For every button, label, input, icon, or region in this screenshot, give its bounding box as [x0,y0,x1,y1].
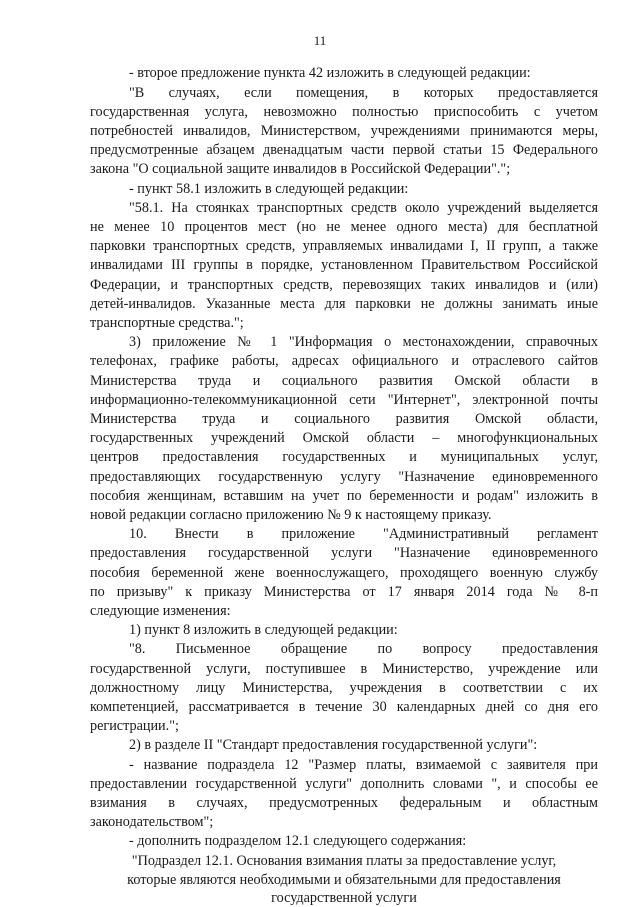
text-line: государственной услуги, поступившее в Министерство, учреждение или [90,661,598,677]
text-line: - пункт 58.1 изложить в следующей редакции: [129,181,409,197]
text-line: предоставляющих государственную услугу "Назначение единовременного [90,469,598,485]
text-line: транспортные средства."; [90,315,244,331]
subsection-heading-line: государственной услуги [271,890,417,906]
text-line: "В случаях, если помещения, в которых предоставляется [129,85,598,101]
text-line: должностному лицу Министерства, учреждения в соответствии с их [90,680,598,696]
text-line: Федерации, и транспортных средств, перевозящих таких инвалидов и (или) [90,277,598,293]
text-line: центров предоставления государственных и муниципальных услуг, [90,449,598,465]
text-line: новой редакции согласно приложению № 9 к настоящему приказу. [90,507,492,523]
text-line: не менее 10 процентов мест (но не менее одного места) для бесплатной [90,219,598,235]
text-line: 2) в разделе II "Стандарт предоставления государственной услуги": [129,737,538,753]
text-line: государственная услуга, невозможно полностью приспособить с учетом [90,104,598,120]
text-line: потребностей инвалидов, Министерством, учреждениями принимаются меры, [90,123,598,139]
text-line: по призыву" к приказу Министерства от 17 января 2014 года № 8-п [90,584,598,600]
text-line: 1) пункт 8 изложить в следующей редакции: [129,622,398,638]
text-line: пособия беременной жене военнослужащего, проходящего военную службу [90,565,598,581]
text-line: парковки транспортных средств, управляемых инвалидами I, II групп, а также [90,238,598,254]
text-line: Министерства труда и социального развития Омской области, [90,411,598,427]
text-line: "58.1. На стоянках транспортных средств около учреждений выделяется [129,200,598,216]
text-line: - название подраздела 12 "Размер платы, взимаемой с заявителя при [129,757,598,773]
text-line: пособия женщинам, вставшим на учет по беременности и родам" изложить в [90,488,598,504]
text-line: Министерства труда и социального развития Омской области в [90,373,598,389]
text-line: инвалидами III группы в порядке, установленном Правительством Российской [90,257,598,273]
text-line: предоставления государственной услуги "Назначение единовременного [90,545,598,561]
text-line: 10. Внести в приложение "Административный регламент [129,526,598,542]
text-line: регистрации."; [90,718,179,734]
text-line: компетенцией, рассматривается в течение 30 календарных дней со дня его [90,699,598,715]
text-line: законодательством"; [90,814,214,830]
text-line: предоставлении государственной услуги" дополнить словами ", и способы ее [90,776,598,792]
text-line: закона "О социальной защите инвалидов в Российской Федерации"."; [90,161,511,177]
text-line: - второе предложение пункта 42 изложить в следующей редакции: [129,65,531,81]
text-line: - дополнить подразделом 12.1 следующего содержания: [129,833,467,849]
text-line: детей-инвалидов. Указанные места для парковки не должны занимать иные [90,296,598,312]
text-line: взимания в случаях, предусмотренных федеральным и областным [90,795,598,811]
text-line: предусмотренные абзацем двенадцатым части первой статьи 15 Федерального [90,142,598,158]
text-line: информационно-телекоммуникационной сети "Интернет", электронной почты [90,392,598,408]
subsection-heading-line: которые являются необходимыми и обязательными для предоставления [127,872,561,888]
text-line: государственных учреждений Омской области – многофункциональных [90,430,598,446]
text-line: следующие изменения: [90,603,231,619]
subsection-heading-line: "Подраздел 12.1. Основания взимания платы за предоставление услуг, [131,853,557,869]
page-number: 11 [313,33,327,48]
text-line: 3) приложение № 1 "Информация о местонахождении, справочных [129,334,598,350]
text-line: "8. Письменное обращение по вопросу предоставления [129,641,598,657]
text-line: телефонах, графике работы, адресах официального и отраслевого сайтов [90,353,598,369]
